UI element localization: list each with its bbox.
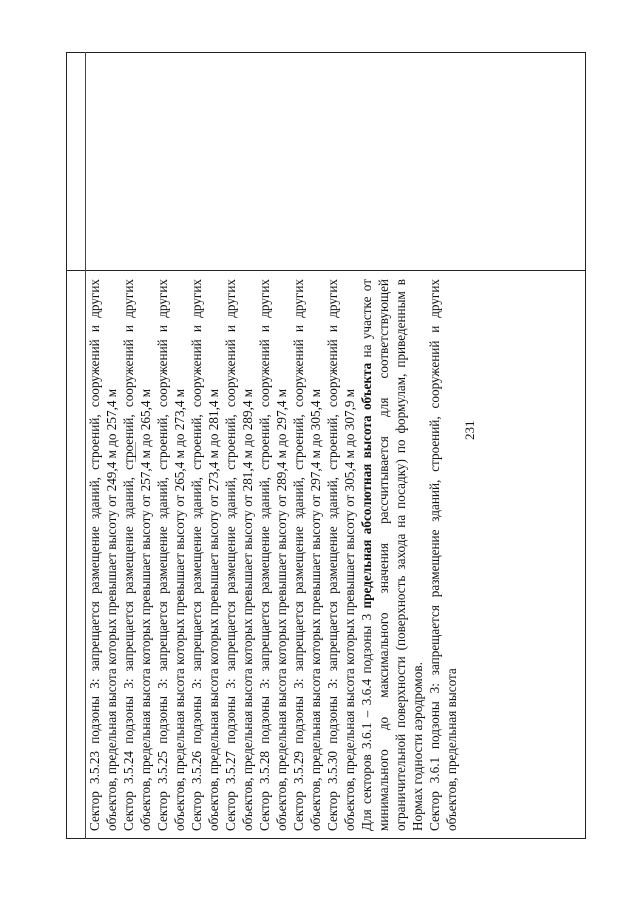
sector-3-6-1: Сектор 3.6.1 подзоны 3: запрещается размещение зданий, строений, сооружений и других объектов, предельная высота: [427, 279, 459, 831]
sector-3-5-27: Сектор 3.5.27 подзоны 3: запрещается размещение зданий, строений, сооружений и других объектов, предельная высота которых превышает высоту от 281,4 м до 289,4 м: [223, 279, 255, 831]
rule-rest: на участке от минимального до максимального значения рассчитывается для соответствующей ограничительной поверхности (поверхность захода на посадку) по формулам, приведенным в Нормах годности аэродромов.: [359, 279, 425, 831]
sector-3-5-30: Сектор 3.5.30 подзоны 3: запрещается размещение зданий, строений, сооружений и других объектов, предельная высота которых превышает высоту от 305,4 м до 307,9 м: [325, 279, 357, 831]
sector-3-5-28: Сектор 3.5.28 подзоны 3: запрещается размещение зданий, строений, сооружений и других объектов, предельная высота которых превышает высоту от 289,4 м до 297,4 м: [257, 279, 289, 831]
sector-3-5-23: Сектор 3.5.23 подзоны 3: запрещается размещение зданий, строений, сооружений и других объектов, предельная высота которых превышает высоту от 249,4 м до 257,4 м: [87, 279, 119, 831]
page-number: 231: [462, 420, 477, 440]
rule-paragraph: [358, 279, 426, 831]
rule-prefix: Для секторов 3.6.1 – 3.6.4 подзоны 3: [359, 608, 374, 831]
text-cell: [86, 275, 584, 835]
column-divider: [66, 270, 586, 271]
rule-bold-term: предельная абсолютная высота объекта: [359, 362, 374, 609]
sector-3-5-25: Сектор 3.5.25 подзоны 3: запрещается размещение зданий, строений, сооружений и других объектов, предельная высота которых превышает высоту от 265,4 м до 273,4 м: [155, 279, 187, 831]
sector-3-5-26: Сектор 3.5.26 подзоны 3: запрещается размещение зданий, строений, сооружений и других объектов, предельная высота которых превышает высоту от 273,4 м до 281,4 м: [189, 279, 221, 831]
sector-3-5-24: Сектор 3.5.24 подзоны 3: запрещается размещение зданий, строений, сооружений и других объектов, предельная высота которых превышает высоту от 257,4 м до 265,4 м: [121, 279, 153, 831]
sector-3-5-29: Сектор 3.5.29 подзоны 3: запрещается размещение зданий, строений, сооружений и других объектов, предельная высота которых превышает высоту от 297,4 м до 305,4 м: [291, 279, 323, 831]
